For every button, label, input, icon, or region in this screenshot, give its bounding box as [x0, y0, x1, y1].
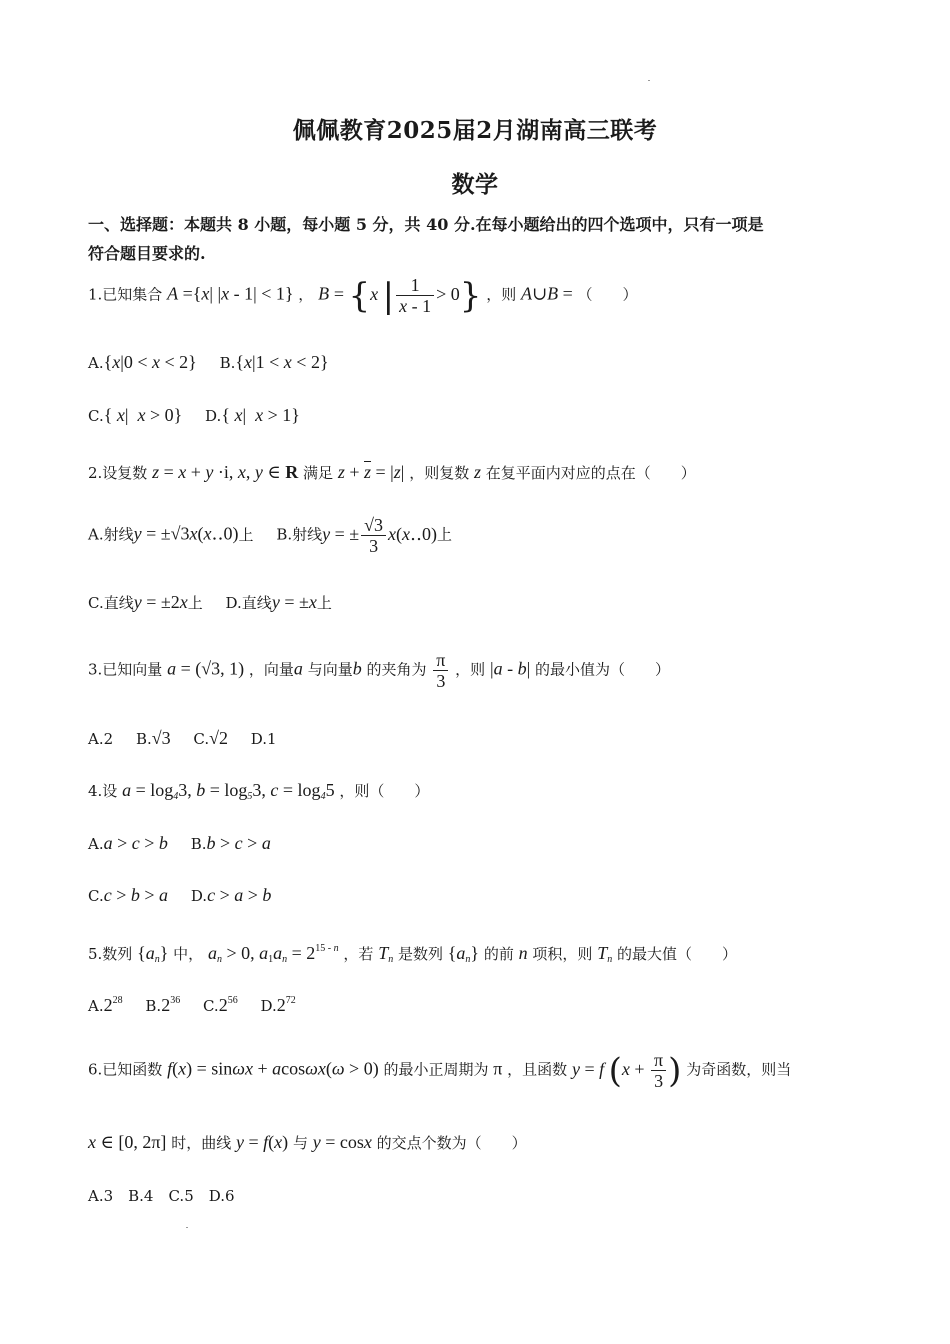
exam-subject: 数学	[451, 171, 499, 198]
question-3: 3.已知向量 a = (√3, 1) ，向量a 与向量b 的夹角为 $\frac{\pi}{3}$ ，则 |a - b| 的最小值为（ ）	[88, 650, 670, 691]
q4-option-b: b > c > a	[206, 833, 271, 853]
q1-sep: ，	[298, 285, 314, 304]
q4-option-c: c > b > a	[103, 885, 169, 905]
q2-option-c: y = ±2x	[133, 592, 188, 612]
q6-shifted-func: y = f (x + $\frac{\pi}{3}$ )	[571, 1050, 682, 1091]
q4-expr: $a = \log_43$, $b = \log_53$, $c = \log_45$	[122, 780, 335, 802]
q4-option-a: a > c > b	[103, 833, 168, 853]
question-4-options-cd: C.c > b > a D.c > a > b	[88, 885, 272, 905]
q5-option-a: $2^{28}$	[103, 995, 123, 1015]
question-6-options: A.3 B.4 C.5 D.6	[88, 1187, 235, 1205]
q1-option-a: {x|0 < x < 2}	[103, 352, 197, 372]
q5-option-b: $2^{36}$	[161, 995, 181, 1015]
q3-norm: |a - b|	[489, 658, 531, 679]
q3-option-b-label: B.	[135, 730, 152, 748]
q4-option-d: c > a > b	[207, 885, 272, 905]
q3-option-d: D.1	[250, 730, 277, 748]
q3-option-a: A.2	[88, 730, 114, 748]
q2-expr: z = x + y ·i, x, y ∈ R	[152, 462, 299, 482]
q3-option-c: √2	[209, 728, 229, 748]
question-2-options-cd: C.直线y = ±2x上 D.直线y = ±x上	[88, 592, 332, 612]
q2-suffix: 在复平面内对应的点在（ ）	[485, 464, 696, 482]
q3-angle: $\frac{\pi}{3}$	[431, 659, 450, 679]
q2-option-a: y = ±√3x(x‥0)	[133, 523, 239, 544]
q2-option-a-label: A.射线	[88, 525, 134, 544]
q5-suffix: 的最大值（ ）	[617, 945, 738, 963]
section-line-2: 符合题目要求的.	[88, 244, 206, 263]
q1-option-b: {x|1 < x < 2}	[235, 352, 329, 372]
q2-option-d-label: D.直线	[225, 594, 272, 612]
q6-prefix: 6.已知函数	[88, 1060, 163, 1079]
q3-prefix: 3.已知向量	[88, 660, 163, 679]
q1-option-d: { x| x > 1}	[221, 405, 300, 425]
q1-suffix: （ ）	[577, 285, 638, 304]
q4-suffix: ，则（ ）	[339, 782, 430, 800]
question-2-options-ab: A.射线y = ±√3x(x‥0)上 B.射线y = ± $\frac{√3}{3}$ x(x‥0)上	[88, 515, 453, 556]
q5-option-d: $2^{72}$	[276, 995, 296, 1015]
q1-option-c-label: C.	[88, 407, 104, 425]
question-1-options-ab	[88, 352, 329, 373]
q1-then: ，则	[486, 285, 517, 304]
q1-set-a-def: ={x| |x - 1| < 1}	[178, 283, 294, 304]
q1-option-b-label: B.	[219, 354, 236, 372]
q3-suffix: 的最小值为（ ）	[534, 660, 670, 679]
question-1: 1.已知集合 A ={x| |x - 1| < 1} ， B = {x | $\frac{1}{x - 1}$ > 0} ，则 A∪B = （ ）	[88, 275, 638, 316]
q1-prefix: 1.已知集合	[88, 285, 163, 304]
q5-prefix: 5.数列	[88, 945, 133, 963]
scan-dot	[648, 80, 650, 81]
question-2	[88, 462, 696, 483]
q6-func: f(x) = sinωx + acosωx(ω > 0)	[167, 1058, 379, 1079]
question-6-line-2: x ∈ [0, 2π] 时，曲线 y = f(x) 与 y = cosx 的交点个数为（ ）	[88, 1132, 527, 1152]
scan-dot	[186, 1227, 188, 1228]
q3-option-b: √3	[151, 728, 171, 748]
q6-suffix: 的交点个数为（ ）	[376, 1134, 527, 1152]
q1-set-b-def: = {x | $\frac{1}{x - 1}$ > 0}	[333, 275, 482, 316]
q6-domain: x ∈ [0, 2π]	[88, 1132, 167, 1152]
q3-vector-a: a = (√3, 1)	[167, 658, 245, 679]
section-line-1: 一、选择题：本题共 8 小题，每小题 5 分，共 40 分.在每小题给出的四个选项中，只有一项是	[88, 215, 764, 234]
q4-prefix: 4.设	[88, 782, 118, 800]
q5-seq: $\{a_n\}$	[137, 943, 169, 965]
q2-prefix: 2.设复数	[88, 464, 148, 482]
q1-option-a-label: A.	[88, 354, 104, 372]
question-5-options: $A.2^{28}$ $B.2^{36}$ $C.2^{56}$ $D.2^{72}$	[88, 995, 296, 1015]
question-4	[88, 780, 429, 802]
question-6: 6.已知函数 f(x) = sinωx + acosωx(ω > 0) 的最小正周期为 π ，且函数 y = f (x + $\frac{\pi}{3}$ ) 为奇函数，则当	[88, 1050, 792, 1091]
q2-option-d: y = ±x	[271, 592, 317, 612]
q2-option-c-label: C.直线	[88, 594, 134, 612]
section-instructions	[88, 210, 863, 268]
question-3-options	[88, 728, 277, 749]
q1-union: A	[521, 283, 532, 304]
q2-then: ，则复数	[409, 464, 470, 482]
q2-option-b: y = ± $\frac{√3}{3}$ x(x‥0)	[322, 515, 438, 556]
question-5: 5.数列 $\{a_n\}$ 中， $a_n > 0$, $a_1a_n = 2^{15 - n}$ ，若 $T_n$ 是数列 $\{a_n\}$ 的前 n 项积，则 $T_n$ 的最大值（ ）	[88, 943, 738, 965]
q2-z: z	[473, 462, 481, 482]
q1-option-d-label: D.	[205, 407, 222, 425]
q2-satisfy: 满足	[303, 464, 334, 482]
question-4-options-ab: A.a > c > b B.b > c > a	[88, 833, 271, 853]
q2-option-b-label: B.射线	[276, 525, 323, 544]
q5-condition: $a_n > 0$, $a_1a_n = 2^{15 - n}$	[207, 943, 339, 965]
q3-option-c-label: C.	[193, 730, 210, 748]
q1-option-c: { x| x > 0}	[103, 405, 183, 425]
question-1-options-cd	[88, 405, 300, 426]
exam-title: 佩佩教育2025届2月湖南高三联考	[292, 117, 658, 144]
q1-set-b: B	[318, 283, 330, 304]
q2-condition: $z + \overline{z} = |z|$	[337, 462, 405, 482]
q5-option-c: $2^{56}$	[218, 995, 238, 1015]
q1-set-a: A	[167, 283, 179, 304]
